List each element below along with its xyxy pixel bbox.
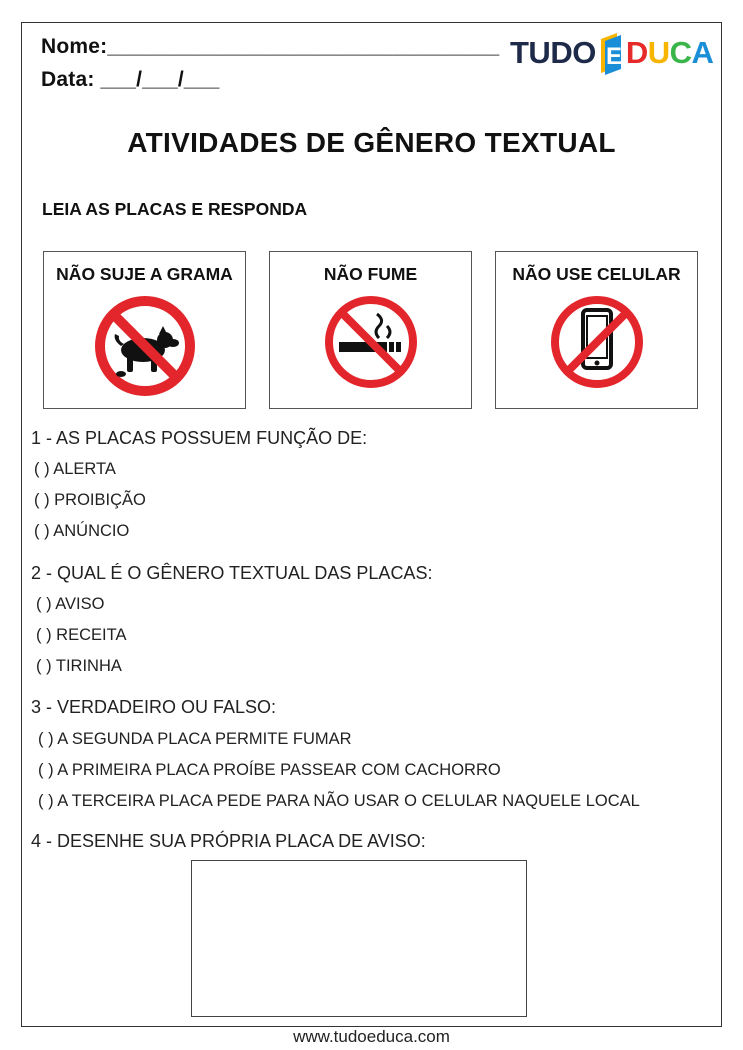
name-line: Nome:_________________________________ [41, 35, 500, 58]
logo-text-tudo: TUDO [510, 35, 596, 70]
q2-option-receita[interactable]: ( ) RECEITA [36, 626, 127, 644]
tudoeduca-logo [510, 28, 720, 78]
sign-label: NÃO USE CELULAR [512, 264, 681, 284]
drawing-box[interactable] [191, 860, 527, 1017]
logo-letter-c: C [669, 35, 692, 70]
no-dog-poop-icon [93, 294, 197, 398]
question-3: 3 - VERDADEIRO OU FALSO: [31, 697, 277, 717]
logo-letter-e: E [605, 43, 622, 70]
q1-option-alerta[interactable]: ( ) ALERTA [34, 460, 116, 478]
q1-option-anuncio[interactable]: ( ) ANÚNCIO [34, 522, 130, 540]
logo-letter-a: A [691, 35, 714, 70]
sign-card-no-smoking [269, 251, 472, 409]
q3-statement-3[interactable]: ( ) A TERCEIRA PLACA PEDE PARA NÃO USAR O CELULAR NAQUELE LOCAL [38, 792, 640, 810]
sign-card-no-cellphone [495, 251, 698, 409]
logo-letter-u: U [647, 35, 670, 70]
no-smoking-icon [323, 294, 419, 390]
question-4: 4 - DESENHE SUA PRÓPRIA PLACA DE AVISO: [31, 831, 426, 851]
q2-option-tirinha[interactable]: ( ) TIRINHA [36, 657, 122, 675]
q3-statement-1[interactable]: ( ) A SEGUNDA PLACA PERMITE FUMAR [38, 730, 352, 748]
no-cellphone-icon [549, 294, 645, 390]
question-2: 2 - QUAL É O GÊNERO TEXTUAL DAS PLACAS: [31, 563, 433, 583]
sign-card-no-dirty-grass [43, 251, 246, 409]
q2-option-aviso[interactable]: ( ) AVISO [36, 595, 105, 613]
q1-option-proibicao[interactable]: ( ) PROIBIÇÃO [34, 491, 146, 509]
page-title: ATIVIDADES DE GÊNERO TEXTUAL [127, 127, 616, 158]
sign-label: NÃO SUJE A GRAMA [56, 264, 233, 284]
sign-label: NÃO FUME [323, 264, 418, 284]
q3-statement-2[interactable]: ( ) A PRIMEIRA PLACA PROÍBE PASSEAR COM CACHORRO [38, 761, 501, 779]
logo-letter-d: D [625, 35, 648, 70]
question-1: 1 - AS PLACAS POSSUEM FUNÇÃO DE: [31, 428, 368, 448]
book-icon [597, 31, 625, 75]
instruction-subtitle: LEIA AS PLACAS E RESPONDA [42, 199, 308, 219]
footer-url[interactable]: www.tudoeduca.com [293, 1027, 450, 1046]
date-line: Data: ___/___/___ [41, 68, 220, 91]
